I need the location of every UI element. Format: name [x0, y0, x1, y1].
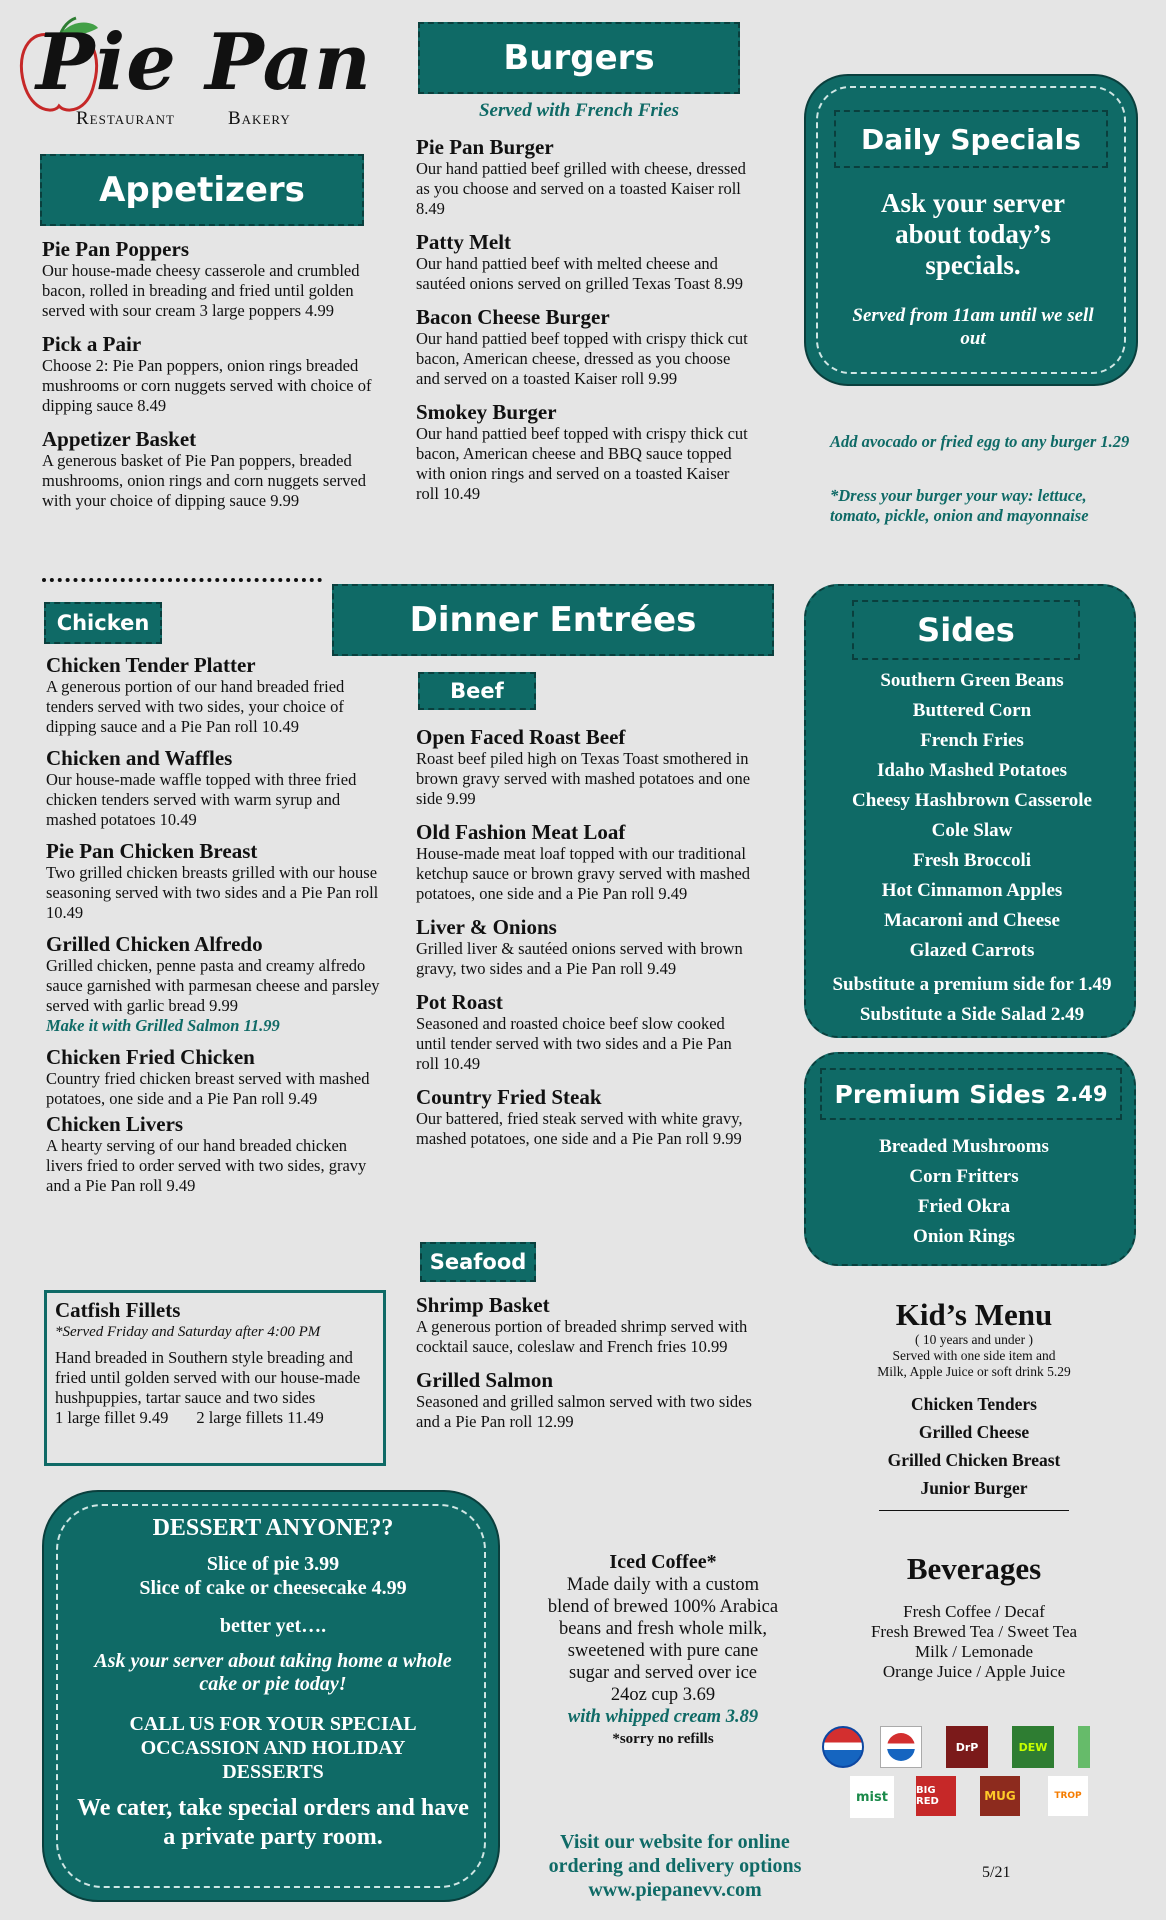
item-name: Appetizer Basket: [42, 427, 197, 451]
menu-item: [416, 1086, 756, 1149]
kids-item: Chicken Tenders: [911, 1394, 1037, 1414]
menu-item: [416, 231, 756, 294]
item-desc: A hearty serving of our hand breaded chicken livers fried to order served with two sides, gravy and a Pie Pan roll 9.49: [46, 1136, 367, 1195]
kids-item: Junior Burger: [920, 1478, 1028, 1498]
menu-item: [46, 933, 386, 1036]
beverage-line: Milk / Lemonade: [914, 1642, 1034, 1661]
sides-box: [804, 584, 1136, 1038]
item-desc: Grilled liver & sautéed onions served with brown gravy, two sides and a Pie Pan roll 9.49: [416, 939, 743, 978]
menu-item: [416, 916, 756, 979]
item-name: Chicken Livers: [46, 1112, 184, 1136]
website-info: [540, 1830, 810, 1902]
logo: [8, 8, 388, 133]
side-item: French Fries: [920, 730, 1024, 751]
menu-item: [416, 991, 756, 1074]
burgers-header: [418, 22, 740, 94]
kids-item: Grilled Cheese: [918, 1422, 1030, 1442]
sides-list: [806, 666, 1138, 1030]
catfish-price2: 2 large fillets 11.49: [196, 1408, 324, 1427]
dessert-content: [74, 1512, 472, 1852]
item-name: Grilled Chicken Alfredo: [46, 932, 263, 956]
item-name: Chicken Fried Chicken: [46, 1045, 255, 1069]
side-item: Idaho Mashed Potatoes: [876, 760, 1067, 781]
tropicana-icon: TROP: [1048, 1776, 1088, 1816]
premium-list: [806, 1132, 1122, 1252]
catfish-name: Catfish Fillets: [55, 1298, 181, 1322]
pepsi-icon: [822, 1726, 864, 1768]
catfish-price1: 1 large fillet 9.49: [55, 1408, 169, 1427]
kids-note1: Served with one side item and: [892, 1348, 1056, 1363]
side-item: Macaroni and Cheese: [884, 910, 1060, 931]
side-item: Fresh Broccoli: [912, 850, 1032, 871]
item-desc: Grilled chicken, penne pasta and creamy alfredo sauce garnished with parmesan cheese and parsley served with garlic bread 9.99: [46, 956, 380, 1015]
kids-menu: [824, 1298, 1124, 1511]
item-name: Shrimp Basket: [416, 1293, 550, 1317]
salmon-option: Make it with Grilled Salmon 11.99: [46, 1016, 280, 1035]
chicken-list: [46, 654, 386, 1208]
beverage-line: Fresh Coffee / Decaf: [903, 1602, 1045, 1621]
logo-sub-right: Bakery: [228, 108, 291, 129]
item-name: Chicken Tender Platter: [46, 653, 256, 677]
coffee-note: *sorry no refills: [612, 1731, 714, 1747]
premium-title: Premium Sides: [834, 1079, 1046, 1109]
kids-title: Kid’s Menu: [895, 1297, 1053, 1332]
item-desc: Country fried chicken breast served with mashed potatoes, one side and a Pie Pan roll 9.49: [46, 1069, 370, 1108]
item-desc: A generous portion of our hand breaded fried tenders served with two sides, your choice of dipping sauce and a Pie Pan roll 10.49: [46, 677, 345, 736]
dessert-l3: better yet….: [219, 1615, 327, 1637]
side-sub1: Substitute a premium side for 1.49: [832, 974, 1112, 995]
dessert-title: DESSERT ANYONE??: [152, 1515, 394, 1541]
seafood-header: [420, 1242, 536, 1282]
specials-note1: Add avocado or fried egg to any burger 1.29: [830, 432, 1130, 451]
catfish-box: [44, 1290, 386, 1466]
dotted-divider: [42, 578, 322, 582]
item-desc: Our hand pattied beef topped with crispy thick cut bacon, American cheese and BBQ sauce topped with onion rings and served on a toasted Kaiser roll 10.49: [416, 424, 748, 503]
sierra-mist-icon: mist: [850, 1776, 894, 1818]
item-name: Open Faced Roast Beef: [416, 725, 626, 749]
item-desc: Two grilled chicken breasts grilled with our house seasoning served with two sides and a Pie Pan roll 10.49: [46, 863, 379, 922]
dessert-l5: CALL US FOR YOUR SPECIAL OCCASSION AND HOLIDAY DESSERTS: [129, 1713, 417, 1783]
beverage-line: Orange Juice / Apple Juice: [882, 1662, 1066, 1681]
dessert-l4: Ask your server about taking home a whole cake or pie today!: [94, 1650, 452, 1695]
item-desc: Our hand pattied beef with melted cheese and sautéed onions served on grilled Texas Toast 8.99: [416, 254, 744, 293]
beef-header: [418, 672, 536, 710]
item-name: Bacon Cheese Burger: [416, 305, 610, 329]
menu-item: [42, 428, 390, 511]
menu-item: [416, 726, 756, 809]
beverages-title: Beverages: [906, 1551, 1042, 1586]
mtn-dew-icon: DEW: [1012, 1726, 1054, 1768]
side-item: Cole Slaw: [931, 820, 1013, 841]
side-item: Southern Green Beans: [880, 670, 1064, 691]
item-name: Old Fashion Meat Loaf: [416, 820, 626, 844]
item-name: Smokey Burger: [416, 400, 557, 424]
item-name: Pot Roast: [416, 990, 503, 1014]
diet-pepsi-icon: [880, 1726, 922, 1768]
menu-item: [416, 401, 756, 504]
menu-item: [416, 1294, 756, 1357]
seafood-list: [416, 1294, 756, 1444]
specials-line2: Served from 11am until we sell out: [852, 305, 1094, 349]
burgers-title: Burgers: [503, 38, 655, 78]
logo-name: Pie Pan: [36, 17, 372, 108]
premium-price: 2.49: [1055, 1082, 1108, 1106]
catfish-note: *Served Friday and Saturday after 4:00 PM: [55, 1324, 321, 1340]
item-desc: Roast beef piled high on Texas Toast smothered in brown gravy served with mashed potatoes and one side 9.99: [416, 749, 751, 808]
side-item: Hot Cinnamon Apples: [881, 880, 1063, 901]
item-name: Patty Melt: [416, 230, 512, 254]
menu-item: [42, 238, 390, 321]
dessert-l1: Slice of pie 3.99: [206, 1553, 340, 1575]
premium-item: Breaded Mushrooms: [879, 1136, 1049, 1157]
diet-mtn-dew-icon: [1078, 1726, 1090, 1768]
coffee-price: 24oz cup 3.69: [610, 1685, 716, 1705]
beverages: [824, 1550, 1124, 1682]
item-name: Pie Pan Chicken Breast: [46, 839, 258, 863]
item-desc: Our hand pattied beef topped with crispy thick cut bacon, American cheese, dressed as you choose and served on a toasted Kaiser roll 9.99: [416, 329, 748, 388]
appetizers-list: [42, 238, 390, 523]
daily-specials-title: Daily Specials: [861, 122, 1081, 156]
premium-item: Onion Rings: [913, 1226, 1015, 1247]
daily-specials-box: [804, 74, 1138, 386]
logo-sub-left: Restaurant: [76, 108, 175, 129]
specials-note2: *Dress your burger your way: lettuce, tomato, pickle, onion and mayonnaise: [830, 486, 1089, 525]
item-desc: Seasoned and grilled salmon served with two sides and a Pie Pan roll 12.99: [416, 1392, 752, 1431]
dessert-l6: We cater, take special orders and have a private party room.: [77, 1795, 469, 1850]
menu-item: [46, 1046, 386, 1109]
item-desc: Our battered, fried steak served with white gravy, mashed potatoes, one side and a Pie Pan roll 9.99: [416, 1109, 743, 1148]
coffee-title: Iced Coffee*: [609, 1551, 717, 1573]
item-name: Pie Pan Poppers: [42, 237, 189, 261]
item-desc: A generous basket of Pie Pan poppers, breaded mushrooms, onion rings and corn nuggets served with your choice of dipping sauce 9.99: [42, 451, 366, 510]
item-desc: Choose 2: Pie Pan poppers, onion rings breaded mushrooms or corn nuggets served with choice of dipping sauce 8.49: [42, 356, 372, 415]
mug-root-beer-icon: MUG: [980, 1776, 1020, 1816]
menu-item: [46, 1113, 386, 1196]
item-name: Pie Pan Burger: [416, 135, 554, 159]
item-desc: House-made meat loaf topped with our traditional ketchup sauce or brown gravy served with mashed potatoes, one side and a Pie Pan roll 9.49: [416, 844, 751, 903]
daily-specials-header: [834, 110, 1108, 168]
beef-list: [416, 726, 756, 1161]
sides-title: Sides: [917, 611, 1015, 649]
item-desc: Seasoned and roasted choice beef slow cooked until tender served with two sides and a Pie Pan roll 10.49: [416, 1014, 732, 1073]
footer-line2: ordering and delivery options: [548, 1855, 802, 1877]
item-desc: Our hand pattied beef grilled with cheese, dressed as you choose and served on a toasted Kaiser roll 8.49: [416, 159, 746, 218]
iced-coffee: [546, 1550, 780, 1750]
side-item: Buttered Corn: [912, 700, 1032, 721]
big-red-icon: BIG RED: [916, 1776, 956, 1816]
item-name: Liver & Onions: [416, 915, 557, 939]
burgers-subtitle: Served with French Fries: [478, 100, 680, 121]
coffee-whip: with whipped cream 3.89: [567, 1707, 759, 1727]
menu-item: [416, 821, 756, 904]
dessert-l2: Slice of cake or cheesecake 4.99: [139, 1577, 407, 1599]
menu-date: 5/21: [982, 1864, 1011, 1881]
menu-item: [416, 1369, 756, 1432]
appetizers-title: Appetizers: [99, 170, 305, 210]
dr-pepper-icon: DrP: [946, 1726, 988, 1768]
website-link[interactable]: www.piepanevv.com: [588, 1879, 762, 1901]
dinner-header: [332, 584, 774, 656]
specials-line1: Ask your server about today’s specials.: [881, 188, 1065, 280]
beef-title: Beef: [450, 679, 504, 703]
side-sub2: Substitute a Side Salad 2.49: [859, 1004, 1085, 1025]
beverage-line: Fresh Brewed Tea / Sweet Tea: [870, 1622, 1078, 1641]
item-name: Pick a Pair: [42, 332, 142, 356]
dessert-box: [42, 1490, 500, 1902]
side-item: Glazed Carrots: [909, 940, 1035, 961]
chicken-title: Chicken: [56, 611, 150, 635]
soda-logos: [820, 1724, 1090, 1820]
appetizers-header: [40, 154, 364, 226]
sides-header: [852, 600, 1080, 660]
menu-item: [46, 654, 386, 737]
item-desc: A generous portion of breaded shrimp served with cocktail sauce, coleslaw and French fries 10.99: [416, 1317, 748, 1356]
menu-item: [416, 306, 756, 389]
premium-sides-box: [804, 1052, 1136, 1266]
item-desc: Our house-made waffle topped with three fried chicken tenders served with warm syrup and mashed potatoes 10.49: [46, 770, 357, 829]
kids-age: ( 10 years and under ): [914, 1332, 1034, 1347]
item-name: Grilled Salmon: [416, 1368, 554, 1392]
kids-note2: Milk, Apple Juice or soft drink 5.29: [877, 1364, 1071, 1379]
item-name: Country Fried Steak: [416, 1085, 602, 1109]
item-desc: Our house-made cheesy casserole and crumbled bacon, rolled in breading and fried until golden served with sour cream 3 large poppers 4.99: [42, 261, 360, 320]
coffee-desc: Made daily with a custom blend of brewed 100% Arabica beans and fresh whole milk, sweetened with pure cane sugar and served over ice: [547, 1575, 779, 1683]
premium-item: Corn Fritters: [909, 1166, 1019, 1187]
item-name: Chicken and Waffles: [46, 746, 233, 770]
menu-item: [42, 333, 390, 416]
menu-item: [416, 136, 756, 219]
seafood-title: Seafood: [429, 1250, 527, 1274]
side-item: Cheesy Hashbrown Casserole: [852, 790, 1092, 811]
menu-item: [46, 840, 386, 923]
menu-item: [46, 747, 386, 830]
kids-item: Grilled Chicken Breast: [887, 1450, 1061, 1470]
dinner-title: Dinner Entrées: [409, 600, 697, 640]
chicken-header: [44, 602, 162, 644]
footer-line1: Visit our website for online: [560, 1831, 790, 1853]
premium-item: Fried Okra: [917, 1196, 1011, 1217]
burgers-list: [416, 136, 756, 516]
kids-divider: [879, 1510, 1069, 1511]
catfish-desc: Hand breaded in Southern style breading and fried until golden served with our house-made hushpuppies, tartar sauce and two sides: [55, 1348, 361, 1407]
premium-header: [820, 1068, 1122, 1120]
